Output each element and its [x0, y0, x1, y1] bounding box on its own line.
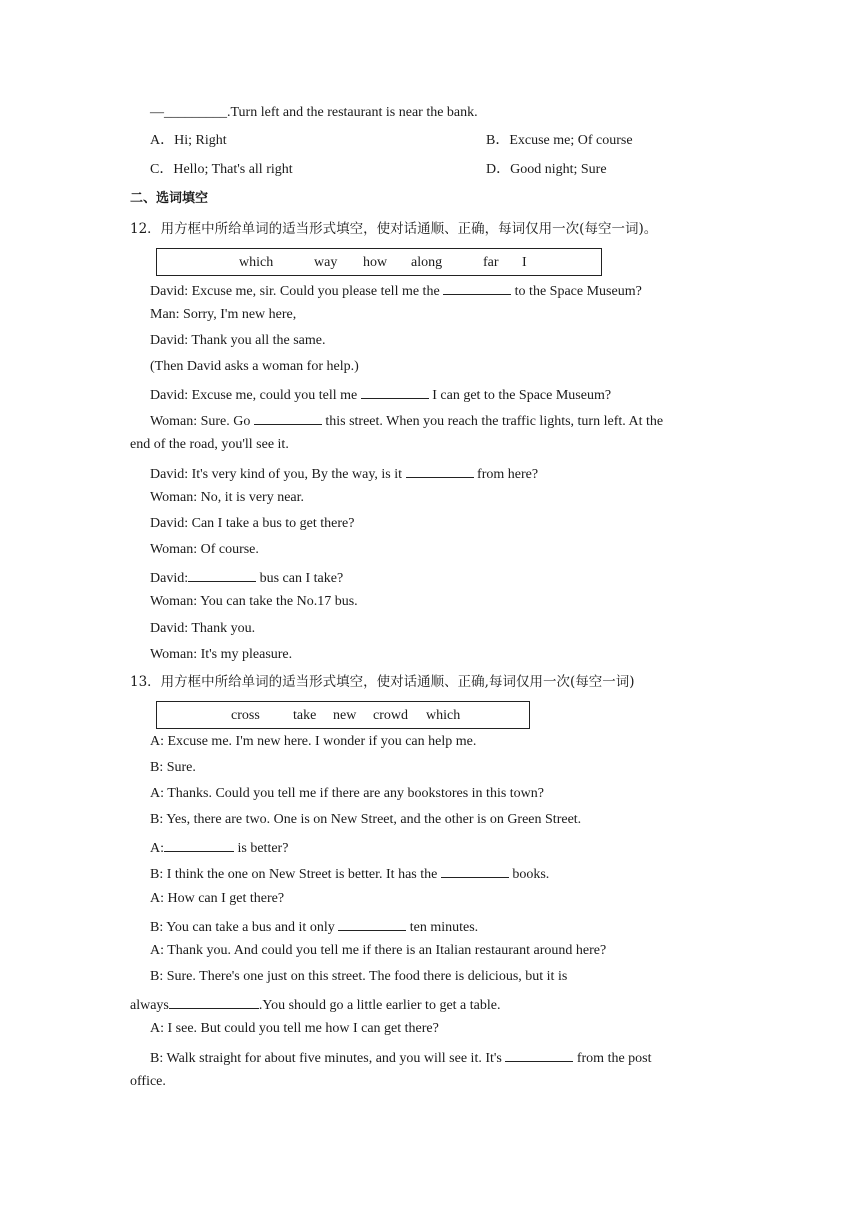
- q11-option-d[interactable]: D．Good night; Sure: [486, 162, 607, 177]
- answer-blank[interactable]: [338, 916, 406, 931]
- q11-option-b[interactable]: B．Excuse me; Of course: [486, 133, 633, 148]
- dialogue-line: A: Thanks. Could you tell me if there are any bookstores in this town?: [150, 786, 545, 801]
- dialogue-line: B: Sure. There's one just on this street. The food there is delicious, but it is: [150, 969, 568, 984]
- answer-blank[interactable]: [406, 463, 474, 478]
- dialogue-line: B: You can take a bus and it only ten minutes.: [150, 916, 478, 937]
- word-box-item: I: [522, 255, 527, 270]
- dialogue-line: David: Thank you all the same.: [150, 333, 326, 348]
- dialogue-line: B: Yes, there are two. One is on New Street, and the other is on Green Street.: [150, 812, 582, 827]
- dialogue-line: A: I see. But could you tell me how I can get there?: [150, 1021, 439, 1036]
- dialogue-line: end of the road, you'll see it.: [130, 437, 289, 452]
- q12-instruction: 12．用方框中所给单词的适当形式填空，使对话通顺、正确，每词仅用一次(每空一词)。: [130, 221, 658, 237]
- dialogue-line: David: bus can I take?: [150, 567, 343, 588]
- dialogue-line: David: Can I take a bus to get there?: [150, 516, 355, 531]
- q12-word-box: [156, 248, 602, 276]
- q11-option-a[interactable]: A．Hi; Right: [150, 133, 227, 148]
- answer-blank[interactable]: [169, 994, 259, 1009]
- dialogue-line: Woman: It's my pleasure.: [150, 647, 293, 662]
- word-box-item: take: [293, 708, 317, 723]
- word-box-item: far: [483, 255, 499, 270]
- dialogue-line: David: Excuse me, could you tell me I can get to the Space Museum?: [150, 384, 611, 405]
- dialogue-line: Woman: No, it is very near.: [150, 490, 305, 505]
- dialogue-line: A: Thank you. And could you tell me if there is an Italian restaurant around here?: [150, 943, 607, 958]
- q13-word-box: [156, 701, 530, 729]
- word-box-item: cross: [231, 708, 260, 723]
- word-box-item: new: [333, 708, 357, 723]
- dialogue-line: B: Walk straight for about five minutes, and you will see it. It's from the post: [150, 1047, 652, 1068]
- dialogue-line: David: It's very kind of you, By the way, is it from here?: [150, 463, 538, 484]
- dialogue-line: David: Excuse me, sir. Could you please tell me the to the Space Museum?: [150, 280, 642, 301]
- word-box-item: how: [363, 255, 388, 270]
- section-heading: 二、选词填空: [130, 191, 209, 206]
- dialogue-line: A: is better?: [150, 837, 288, 858]
- word-box-item: which: [239, 255, 274, 270]
- dialogue-line: office.: [130, 1074, 166, 1089]
- q11-answer-line: —_________.Turn left and the restaurant is near the bank.: [150, 105, 478, 120]
- answer-blank[interactable]: [443, 280, 511, 295]
- word-box-item: along: [411, 255, 443, 270]
- dialogue-line: Woman: Sure. Go this street. When you reach the traffic lights, turn left. At the: [150, 410, 663, 431]
- answer-blank[interactable]: [188, 567, 256, 582]
- dialogue-line: Woman: Of course.: [150, 542, 259, 557]
- word-box-item: which: [426, 708, 461, 723]
- dialogue-line: B: Sure.: [150, 760, 196, 775]
- q13-instruction: 13．用方框中所给单词的适当形式填空，使对话通顺、正确,每词仅用一次(每空一词): [130, 674, 635, 690]
- dialogue-line: David: Thank you.: [150, 621, 256, 636]
- word-box-item: crowd: [373, 708, 408, 723]
- word-box-item: way: [314, 255, 338, 270]
- answer-blank[interactable]: [505, 1047, 573, 1062]
- dialogue-line: B: I think the one on New Street is better. It has the books.: [150, 863, 549, 884]
- dialogue-line: (Then David asks a woman for help.): [150, 359, 359, 374]
- dialogue-line: A: How can I get there?: [150, 891, 285, 906]
- answer-blank[interactable]: [361, 384, 429, 399]
- answer-blank[interactable]: [164, 837, 234, 852]
- q11-option-c[interactable]: C．Hello; That's all right: [150, 162, 293, 177]
- answer-blank[interactable]: [254, 410, 322, 425]
- dialogue-line: A: Excuse me. I'm new here. I wonder if you can help me.: [150, 734, 477, 749]
- answer-blank[interactable]: [441, 863, 509, 878]
- dialogue-line: Man: Sorry, I'm new here,: [150, 307, 297, 322]
- dialogue-line: Woman: You can take the No.17 bus.: [150, 594, 358, 609]
- dialogue-line: always .You should go a little earlier to get a table.: [130, 994, 500, 1015]
